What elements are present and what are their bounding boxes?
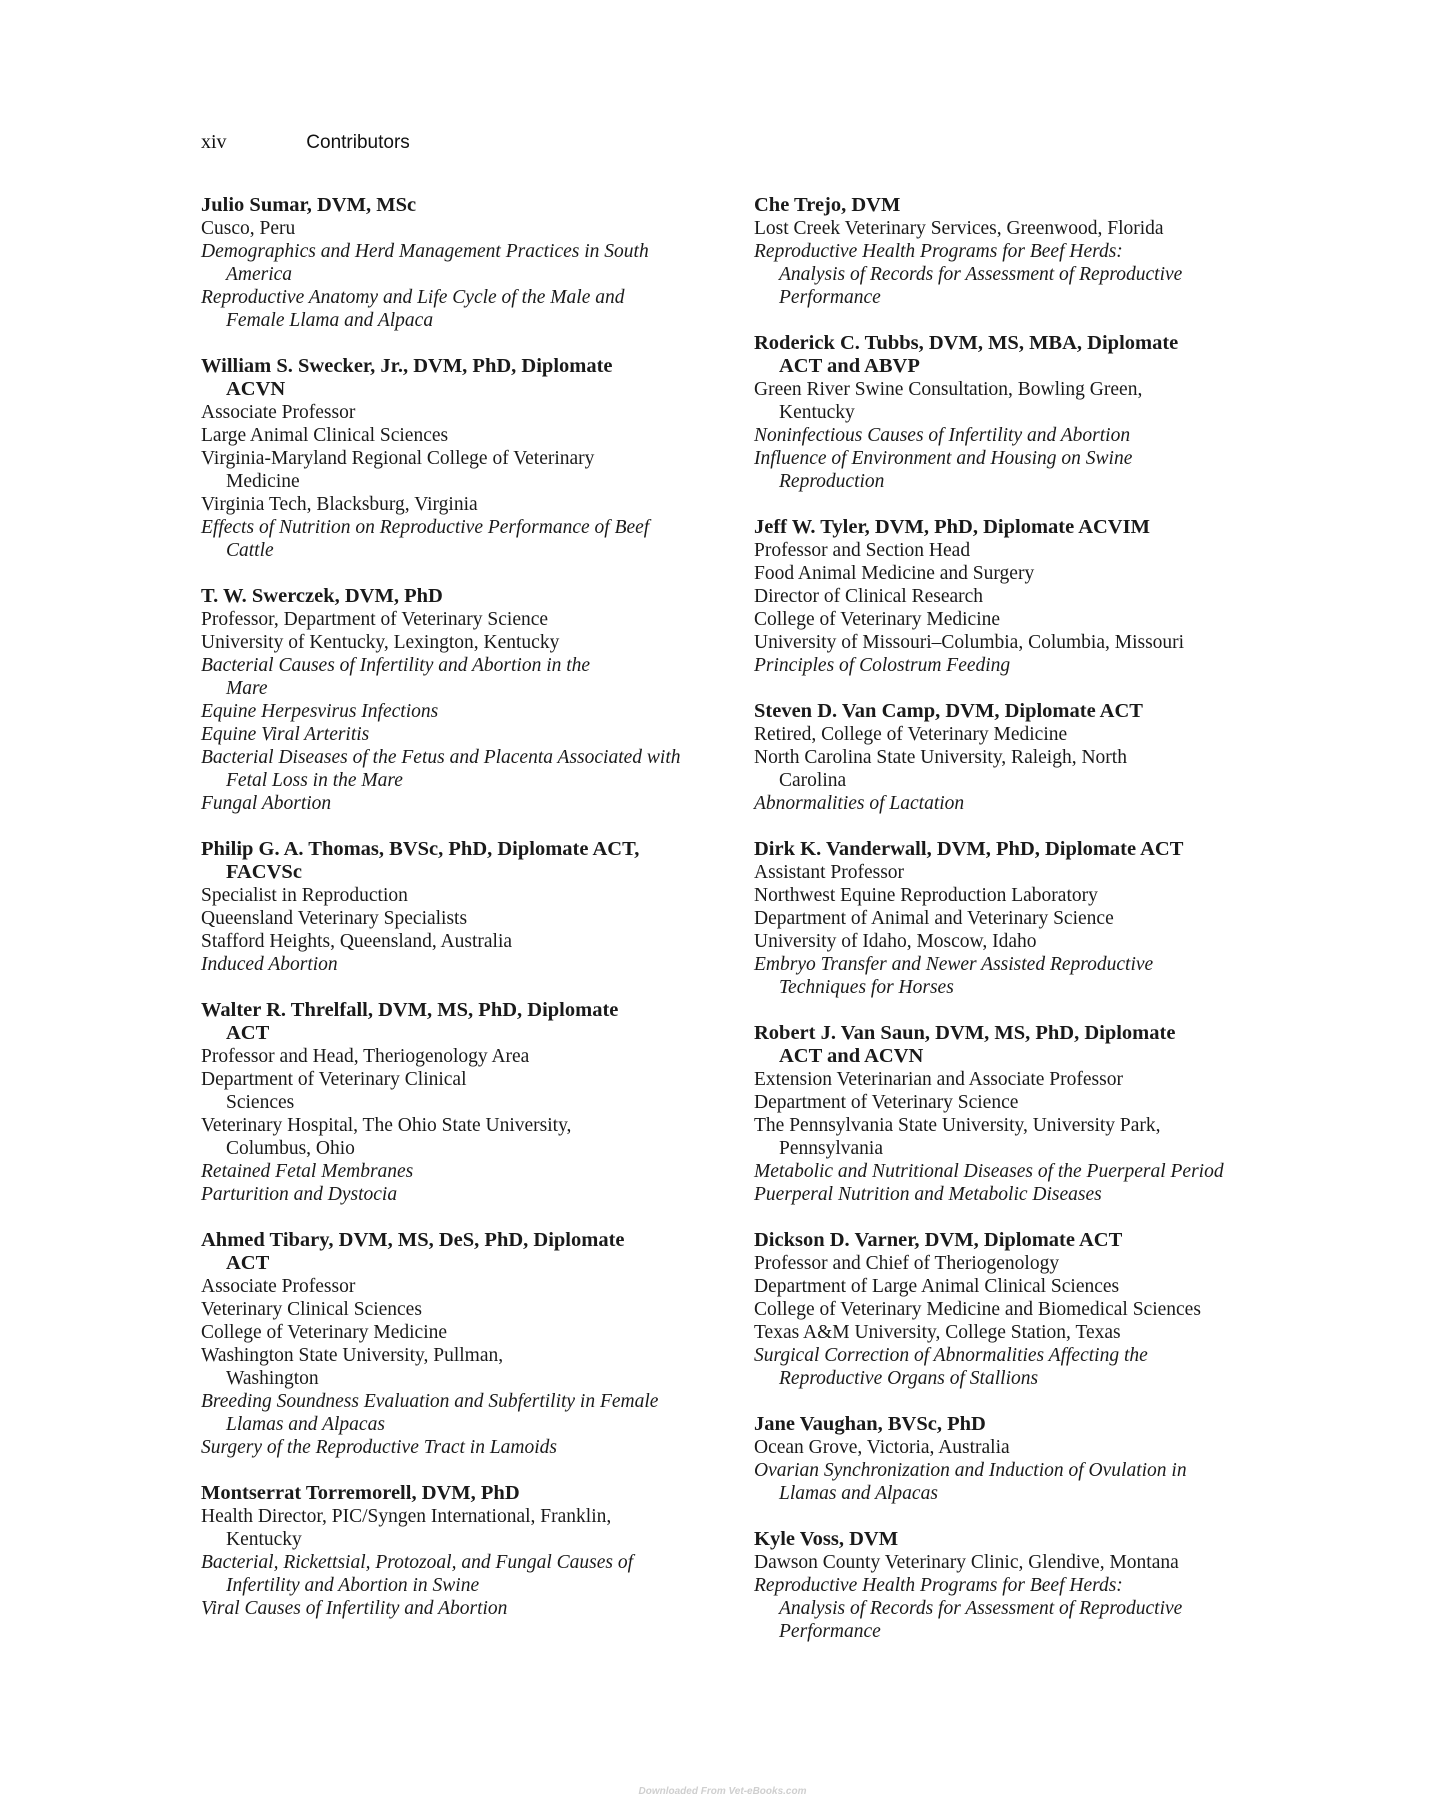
chapter-title: Analysis of Records for Assessment of Reproductive [779,264,1183,285]
left-column [201,194,721,1643]
chapter-title: Noninfectious Causes of Infertility and Abortion [754,425,1131,446]
contributor-entry [201,355,721,562]
contributor-name: ACT [226,1022,270,1044]
chapter-title: Reproductive Organs of Stallions [779,1368,1039,1389]
contributor-name: Julio Sumar, DVM, MSc [201,194,417,216]
chapter-title: Principles of Colostrum Feeding [754,655,1011,676]
contributor-entry [201,194,721,332]
contributor-name: ACT and ABVP [779,355,920,377]
contributor-entry [201,838,721,976]
chapter-title: Reproductive Health Programs for Beef Herds: [754,1575,1123,1596]
chapter-title: Abnormalities of Lactation [754,793,965,814]
affiliation-line: Cusco, Peru [201,218,296,239]
contributor-entry [754,838,1274,999]
affiliation-line: Virginia Tech, Blacksburg, Virginia [201,494,478,515]
chapter-title: Fetal Loss in the Mare [226,770,403,791]
affiliation-line: Department of Animal and Veterinary Science [754,908,1114,929]
affiliation-line: Ocean Grove, Victoria, Australia [754,1437,1010,1458]
chapter-title: Breeding Soundness Evaluation and Subfertility in Female [201,1391,659,1412]
chapter-title: Fungal Abortion [201,793,332,814]
affiliation-line: Pennsylvania [779,1138,883,1159]
chapter-title: Influence of Environment and Housing on Swine [754,448,1133,469]
contributor-name: ACT [226,1252,270,1274]
affiliation-line: Large Animal Clinical Sciences [201,425,449,446]
contributor-entry [201,999,721,1206]
affiliation-line: Health Director, PIC/Syngen International, Franklin, [201,1506,612,1527]
contributor-entry [754,1022,1274,1206]
contributor-name: Che Trejo, DVM [754,194,901,216]
affiliation-line: Professor, Department of Veterinary Science [201,609,549,630]
chapter-title: Techniques for Horses [779,977,954,998]
chapter-title: Performance [779,1621,881,1642]
chapter-title: Female Llama and Alpaca [226,310,434,331]
affiliation-line: Dawson County Veterinary Clinic, Glendive, Montana [754,1552,1179,1573]
chapter-title: Analysis of Records for Assessment of Reproductive [779,1598,1183,1619]
contributor-entry [201,1229,721,1459]
affiliation-line: Professor and Section Head [754,540,971,561]
contributor-entry [754,332,1274,493]
affiliation-line: Kentucky [779,402,855,423]
contributor-name: ACT and ACVN [779,1045,924,1067]
affiliation-line: University of Missouri–Columbia, Columbia, Missouri [754,632,1185,653]
contributor-entry [754,1229,1274,1390]
contributor-entry [754,1413,1274,1505]
affiliation-line: Carolina [779,770,847,791]
contributor-entry [754,700,1274,815]
contributor-name: Roderick C. Tubbs, DVM, MS, MBA, Diplomate [754,332,1179,354]
contributor-entry [201,585,721,815]
chapter-title: Bacterial Causes of Infertility and Abortion in the [201,655,591,676]
right-column [754,194,1274,1666]
contributor-name: Montserrat Torremorell, DVM, PhD [201,1482,520,1504]
contributor-name: Dickson D. Varner, DVM, Diplomate ACT [754,1229,1123,1251]
contributor-entry [754,194,1274,309]
contributor-name: ACVN [226,378,286,400]
contributor-name: Dirk K. Vanderwall, DVM, PhD, Diplomate ACT [754,838,1184,860]
watermark: Downloaded From Vet-eBooks.com [638,1786,807,1797]
affiliation-line: Northwest Equine Reproduction Laboratory [754,885,1098,906]
chapter-title: Bacterial, Rickettsial, Protozoal, and Fungal Causes of [201,1552,634,1573]
chapter-title: Infertility and Abortion in Swine [226,1575,480,1596]
affiliation-line: University of Kentucky, Lexington, Kentucky [201,632,560,653]
affiliation-line: Texas A&M University, College Station, Texas [754,1322,1121,1343]
contributor-entry [754,516,1274,677]
section-title: Contributors [306,132,410,153]
chapter-title: Induced Abortion [201,954,338,975]
chapter-title: Equine Herpesvirus Infections [201,701,439,722]
affiliation-line: Kentucky [226,1529,302,1550]
affiliation-line: Lost Creek Veterinary Services, Greenwood, Florida [754,218,1164,239]
affiliation-line: University of Idaho, Moscow, Idaho [754,931,1037,952]
chapter-title: Performance [779,287,881,308]
affiliation-line: Columbus, Ohio [226,1138,355,1159]
chapter-title: Demographics and Herd Management Practices in South [201,241,649,262]
chapter-title: Metabolic and Nutritional Diseases of the Puerperal Period [754,1161,1224,1182]
affiliation-line: Queensland Veterinary Specialists [201,908,468,929]
affiliation-line: Food Animal Medicine and Surgery [754,563,1035,584]
affiliation-line: Virginia-Maryland Regional College of Veterinary [201,448,595,469]
contributor-name: Steven D. Van Camp, DVM, Diplomate ACT [754,700,1143,722]
chapter-title: Surgery of the Reproductive Tract in Lamoids [201,1437,558,1458]
chapter-title: America [226,264,293,285]
chapter-title: Ovarian Synchronization and Induction of Ovulation in [754,1460,1187,1481]
affiliation-line: Veterinary Clinical Sciences [201,1299,422,1320]
contributor-entry [754,1528,1274,1643]
contributor-name: T. W. Swerczek, DVM, PhD [201,585,443,607]
chapter-title: Puerperal Nutrition and Metabolic Diseases [754,1184,1102,1205]
affiliation-line: Department of Large Animal Clinical Sciences [754,1276,1120,1297]
affiliation-line: Department of Veterinary Science [754,1092,1019,1113]
chapter-title: Viral Causes of Infertility and Abortion [201,1598,508,1619]
affiliation-line: Professor and Head, Theriogenology Area [201,1046,530,1067]
affiliation-line: Extension Veterinarian and Associate Professor [754,1069,1123,1090]
chapter-title: Mare [226,678,268,699]
page-number: xiv [201,131,227,153]
chapter-title: Cattle [226,540,274,561]
chapter-title: Reproductive Health Programs for Beef Herds: [754,241,1123,262]
affiliation-line: Sciences [226,1092,295,1113]
chapter-title: Equine Viral Arteritis [201,724,370,745]
affiliation-line: Department of Veterinary Clinical [201,1069,467,1090]
affiliation-line: Assistant Professor [754,862,905,883]
contributor-entry [201,1482,721,1620]
contributor-name: FACVSc [226,861,302,883]
affiliation-line: Stafford Heights, Queensland, Australia [201,931,513,952]
affiliation-line: North Carolina State University, Raleigh, North [754,747,1127,768]
affiliation-line: Washington [226,1368,319,1389]
affiliation-line: Specialist in Reproduction [201,885,408,906]
chapter-title: Surgical Correction of Abnormalities Affecting the [754,1345,1148,1366]
affiliation-line: Veterinary Hospital, The Ohio State University, [201,1115,572,1136]
chapter-title: Parturition and Dystocia [201,1184,398,1205]
affiliation-line: Retired, College of Veterinary Medicine [754,724,1068,745]
contributor-name: Philip G. A. Thomas, BVSc, PhD, Diplomate ACT, [201,838,640,860]
affiliation-line: College of Veterinary Medicine [201,1322,448,1343]
affiliation-line: Director of Clinical Research [754,586,984,607]
contributor-name: Kyle Voss, DVM [754,1528,899,1550]
running-header [201,131,410,154]
affiliation-line: Washington State University, Pullman, [201,1345,504,1366]
affiliation-line: College of Veterinary Medicine [754,609,1001,630]
affiliation-line: College of Veterinary Medicine and Biomedical Sciences [754,1299,1201,1320]
affiliation-line: Associate Professor [201,402,356,423]
chapter-title: Embryo Transfer and Newer Assisted Reproductive [754,954,1154,975]
contributor-name: Walter R. Threlfall, DVM, MS, PhD, Diplomate [201,999,619,1021]
chapter-title: Reproductive Anatomy and Life Cycle of the Male and [201,287,625,308]
contributor-name: Jeff W. Tyler, DVM, PhD, Diplomate ACVIM [754,516,1150,538]
affiliation-line: The Pennsylvania State University, University Park, [754,1115,1161,1136]
chapter-title: Reproduction [779,471,885,492]
contributor-name: Robert J. Van Saun, DVM, MS, PhD, Diplomate [754,1022,1176,1044]
contributor-name: Jane Vaughan, BVSc, PhD [754,1413,986,1435]
affiliation-line: Green River Swine Consultation, Bowling Green, [754,379,1143,400]
chapter-title: Bacterial Diseases of the Fetus and Placenta Associated with [201,747,681,768]
affiliation-line: Professor and Chief of Theriogenology [754,1253,1060,1274]
contributor-name: Ahmed Tibary, DVM, MS, DeS, PhD, Diplomate [201,1229,625,1251]
chapter-title: Llamas and Alpacas [779,1483,938,1504]
affiliation-line: Associate Professor [201,1276,356,1297]
affiliation-line: Medicine [226,471,300,492]
chapter-title: Llamas and Alpacas [226,1414,385,1435]
chapter-title: Retained Fetal Membranes [201,1161,414,1182]
chapter-title: Effects of Nutrition on Reproductive Performance of Beef [201,517,650,538]
contributor-name: William S. Swecker, Jr., DVM, PhD, Diplomate [201,355,613,377]
